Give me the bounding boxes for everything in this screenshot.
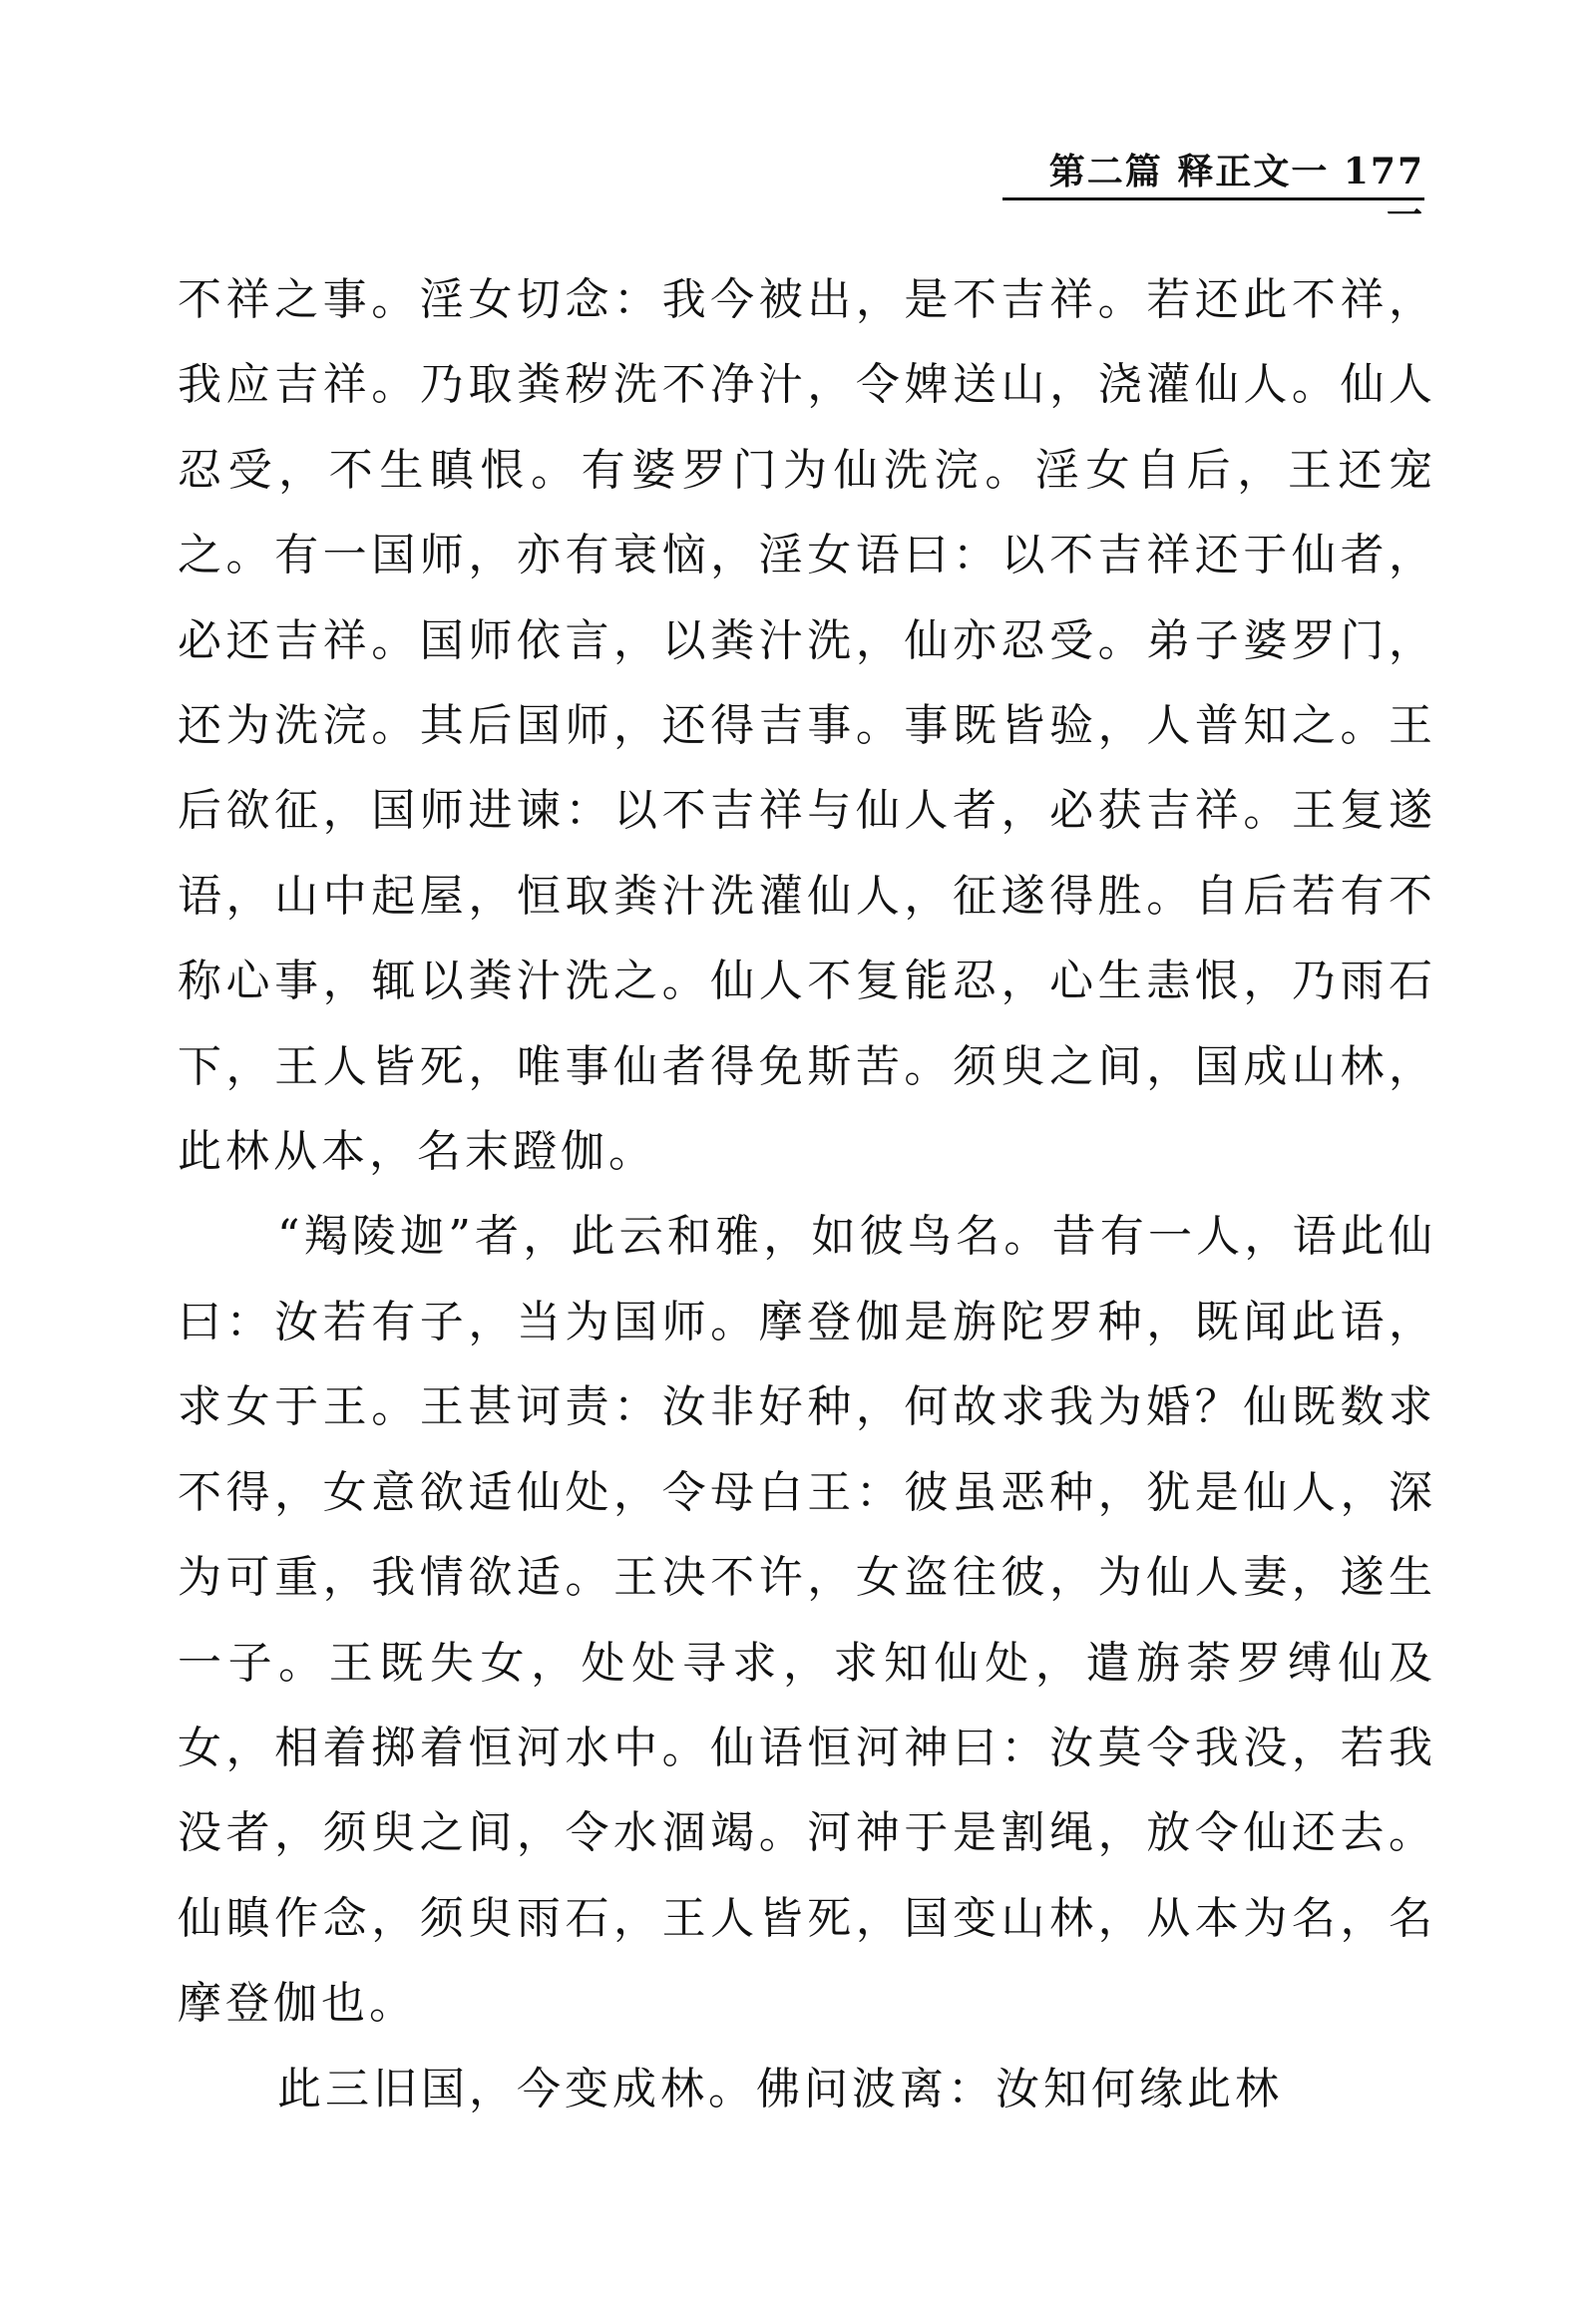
paragraph: 此三旧国，今变成林。佛问波离：汝知何缘此林 [277,2063,1283,2115]
running-header: 第二篇 释正文一 177 一 [1048,151,1424,236]
header-rule [1002,197,1424,200]
paragraph: “羯陵迦”者，此云和雅，如彼鸟名。昔有一人，语此仙曰：汝若有子，当为国师。摩登伽是旃陀罗种，既闻此语，求女于王。王甚诃责：汝非好种，何故求我为婚？仙既数求不得，女意欲适仙处，令母白王：彼虽恶种，犹是仙人，深为可重，我情欲适。王决不许，女盗往彼，为仙人妻，遂生一子。王既失女，处处寻求，求知仙处，遣旃荼罗缚仙及女，相着掷着恒河水中。仙语恒河神曰：汝莫令我没，若我没者，须臾之间，令水涸竭。河神于是割绳，放令仙还去。仙瞋作念，须臾雨石，王人皆死，国变山林，从本为名，名摩登伽也。 [178,1211,1436,2030]
paragraph: 不祥之事。淫女切念：我今被出，是不吉祥。若还此不祥，我应吉祥。乃取粪秽洗不净汁，令婢送山，浇灌仙人。仙人忍受，不生瞋恨。有婆罗门为仙洗浣。淫女自后，王还宠之。有一国师，亦有衰恼，淫女语曰：以不吉祥还于仙者，必还吉祥。国师依言，以粪汁洗，仙亦忍受。弟子婆罗门，还为洗浣。其后国师，还得吉事。事既皆验，人普知之。王后欲征，国师进谏：以不吉祥与仙人者，必获吉祥。王复遂语，山中起屋，恒取粪汁洗灌仙人，征遂得胜。自后若有不称心事，辄以粪汁洗之。仙人不复能忍，心生恚恨，乃雨石下，王人皆死，唯事仙者得免斯苦。须臾之间，国成山林，此林从本，名末蹬伽。 [178,274,1436,1178]
body-text [178,257,1436,2131]
